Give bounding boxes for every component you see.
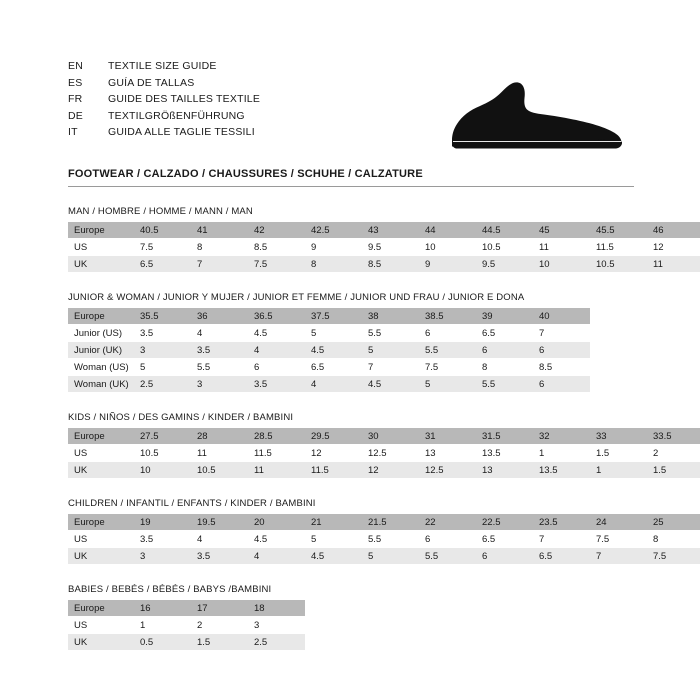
- size-cell: 9: [419, 256, 476, 273]
- size-cell: 6: [476, 342, 533, 359]
- table-header-size: 21.5: [362, 514, 419, 531]
- size-cell: 5: [305, 531, 362, 548]
- table-row: [68, 445, 700, 462]
- language-title: GUÍA DE TALLAS: [108, 76, 195, 89]
- document-header: [68, 60, 634, 152]
- table-header-size: 17: [191, 600, 248, 617]
- size-group: [68, 412, 672, 479]
- size-cell: 7: [533, 325, 590, 342]
- size-cell: 4: [248, 342, 305, 359]
- size-cell: 6.5: [476, 531, 533, 548]
- size-cell: 3: [134, 548, 191, 565]
- size-table: [68, 514, 700, 565]
- size-cell: 13.5: [476, 445, 533, 462]
- size-table-body: [68, 600, 305, 651]
- size-cell: 5.5: [419, 342, 476, 359]
- table-header-size: 46: [647, 222, 700, 239]
- size-groups: [68, 206, 672, 651]
- table-header-size: 19: [134, 514, 191, 531]
- size-cell: 4: [191, 531, 248, 548]
- size-cell: 4.5: [362, 376, 419, 393]
- table-row: [68, 617, 305, 634]
- size-cell: 10: [419, 239, 476, 256]
- size-table-body: [68, 308, 590, 393]
- size-cell: 4: [191, 325, 248, 342]
- table-header-system: Europe: [68, 222, 134, 239]
- row-label: UK: [68, 548, 134, 565]
- table-header-size: 39: [476, 308, 533, 325]
- size-cell: 3.5: [134, 325, 191, 342]
- size-group: [68, 498, 667, 565]
- size-cell: 13: [476, 462, 533, 479]
- row-label: Woman (UK): [68, 376, 134, 393]
- row-label: US: [68, 617, 134, 634]
- table-header-size: 22.5: [476, 514, 533, 531]
- table-row: [68, 239, 700, 256]
- footwear-section-title: FOOTWEAR / CALZADO / CHAUSSURES / SCHUHE / CALZATURE: [68, 168, 423, 180]
- table-header-row: [68, 222, 700, 239]
- table-header-size: 25: [647, 514, 700, 531]
- size-cell: 11: [248, 462, 305, 479]
- size-cell: 5: [305, 325, 362, 342]
- size-cell: 3.5: [191, 548, 248, 565]
- size-table: [68, 600, 305, 651]
- size-table-body: [68, 222, 700, 273]
- table-header-size: 31: [419, 428, 476, 445]
- size-cell: 12.5: [419, 462, 476, 479]
- table-header-size: 43: [362, 222, 419, 239]
- size-cell: 4.5: [248, 325, 305, 342]
- table-header-size: 19.5: [191, 514, 248, 531]
- language-row: [68, 60, 260, 77]
- size-cell: 2: [647, 445, 700, 462]
- size-cell: 7.5: [248, 256, 305, 273]
- table-header-size: 37.5: [305, 308, 362, 325]
- language-code: ES: [68, 76, 83, 89]
- size-cell: 7: [533, 531, 590, 548]
- table-header-size: 42.5: [305, 222, 362, 239]
- size-cell: 11.5: [305, 462, 362, 479]
- size-table-body: [68, 514, 700, 565]
- table-header-size: 21: [305, 514, 362, 531]
- table-row: [68, 548, 700, 565]
- size-cell: 10.5: [191, 462, 248, 479]
- row-label: Junior (UK): [68, 342, 134, 359]
- size-cell: 6.5: [134, 256, 191, 273]
- size-group-label: CHILDREN / INFANTIL / ENFANTS / KINDER / BAMBINI: [68, 498, 316, 509]
- table-header-size: 44: [419, 222, 476, 239]
- language-title-list: [68, 60, 260, 143]
- size-cell: 11.5: [248, 445, 305, 462]
- size-cell: 5.5: [191, 359, 248, 376]
- size-cell: 8.5: [362, 256, 419, 273]
- language-title: TEXTILGRÖßENFÜHRUNG: [108, 109, 245, 122]
- size-cell: 6: [419, 325, 476, 342]
- table-header-size: 41: [191, 222, 248, 239]
- size-group-label: BABIES / BEBÉS / BÉBÉS / BABYS /BAMBINI: [68, 584, 272, 595]
- table-header-size: 40.5: [134, 222, 191, 239]
- size-cell: 8.5: [533, 359, 590, 376]
- table-header-size: 40: [533, 308, 590, 325]
- size-cell: 10: [533, 256, 590, 273]
- table-header-size: 32: [533, 428, 590, 445]
- size-cell: 5.5: [362, 531, 419, 548]
- size-cell: 3: [248, 617, 305, 634]
- language-title: TEXTILE SIZE GUIDE: [108, 60, 217, 72]
- table-header-size: 20: [248, 514, 305, 531]
- table-header-size: 22: [419, 514, 476, 531]
- language-row: [68, 77, 260, 94]
- size-group-label: JUNIOR & WOMAN / JUNIOR Y MUJER / JUNIOR ET FEMME / JUNIOR UND FRAU / JUNIOR E DONA: [68, 292, 525, 303]
- size-cell: 5.5: [419, 548, 476, 565]
- size-cell: 10.5: [590, 256, 647, 273]
- table-header-row: [68, 514, 700, 531]
- size-cell: 8.5: [248, 239, 305, 256]
- size-cell: 6: [533, 376, 590, 393]
- table-header-size: 30: [362, 428, 419, 445]
- size-cell: 13.5: [533, 462, 590, 479]
- size-cell: 1.5: [647, 462, 700, 479]
- language-row: [68, 93, 260, 110]
- language-title: GUIDA ALLE TAGLIE TESSILI: [108, 126, 255, 138]
- size-cell: 4.5: [305, 342, 362, 359]
- table-header-size: 45.5: [590, 222, 647, 239]
- size-cell: 7: [362, 359, 419, 376]
- size-cell: 11: [647, 256, 700, 273]
- language-row: [68, 126, 260, 143]
- size-table: [68, 222, 700, 273]
- size-cell: 4: [248, 548, 305, 565]
- size-cell: 6: [533, 342, 590, 359]
- table-header-size: 35.5: [134, 308, 191, 325]
- size-cell: 8: [305, 256, 362, 273]
- size-group-label: MAN / HOMBRE / HOMME / MANN / MAN: [68, 206, 253, 217]
- size-group: [68, 292, 634, 393]
- table-row: [68, 634, 305, 651]
- table-header-size: 33.5: [647, 428, 700, 445]
- size-cell: 4: [305, 376, 362, 393]
- row-label: US: [68, 531, 134, 548]
- table-header-row: [68, 600, 305, 617]
- table-row: [68, 376, 590, 393]
- size-cell: 5: [362, 342, 419, 359]
- table-header-size: 23.5: [533, 514, 590, 531]
- size-cell: 6.5: [305, 359, 362, 376]
- size-cell: 1: [134, 617, 191, 634]
- table-header-size: 29.5: [305, 428, 362, 445]
- table-header-size: 45: [533, 222, 590, 239]
- language-code: EN: [68, 60, 83, 72]
- size-cell: 7.5: [590, 531, 647, 548]
- size-guide-page: [68, 60, 672, 651]
- row-label: UK: [68, 256, 134, 273]
- size-cell: 1: [533, 445, 590, 462]
- table-row: [68, 256, 700, 273]
- size-group: [68, 206, 664, 273]
- size-cell: 12: [305, 445, 362, 462]
- table-header-size: 28.5: [248, 428, 305, 445]
- size-cell: 8: [476, 359, 533, 376]
- table-header-system: Europe: [68, 428, 134, 445]
- size-cell: 4.5: [248, 531, 305, 548]
- size-cell: 5: [419, 376, 476, 393]
- size-cell: 11: [533, 239, 590, 256]
- size-cell: 9: [305, 239, 362, 256]
- table-header-size: 18: [248, 600, 305, 617]
- size-cell: 7: [191, 256, 248, 273]
- size-cell: 8: [647, 531, 700, 548]
- language-row: [68, 110, 260, 127]
- dress-shoe-icon: [444, 78, 634, 158]
- size-cell: 12: [362, 462, 419, 479]
- table-header-row: [68, 428, 700, 445]
- size-cell: 7.5: [647, 548, 700, 565]
- row-label: Junior (US): [68, 325, 134, 342]
- table-header-size: 38: [362, 308, 419, 325]
- size-table-body: [68, 428, 700, 479]
- size-cell: 2.5: [134, 376, 191, 393]
- language-code: DE: [68, 109, 83, 122]
- table-header-system: Europe: [68, 600, 134, 617]
- size-cell: 9.5: [476, 256, 533, 273]
- size-cell: 3.5: [191, 342, 248, 359]
- table-header-size: 44.5: [476, 222, 533, 239]
- size-cell: 1.5: [191, 634, 248, 651]
- size-group: [68, 584, 634, 651]
- size-cell: 10.5: [134, 445, 191, 462]
- size-cell: 6: [419, 531, 476, 548]
- table-row: [68, 359, 590, 376]
- table-header-row: [68, 308, 590, 325]
- table-header-system: Europe: [68, 308, 134, 325]
- size-table: [68, 308, 590, 393]
- table-header-size: 33: [590, 428, 647, 445]
- size-cell: 2: [191, 617, 248, 634]
- size-cell: 10.5: [476, 239, 533, 256]
- size-cell: 5: [134, 359, 191, 376]
- size-cell: 13: [419, 445, 476, 462]
- size-cell: 6.5: [476, 325, 533, 342]
- size-cell: 7.5: [419, 359, 476, 376]
- size-cell: 3.5: [134, 531, 191, 548]
- table-row: [68, 325, 590, 342]
- table-header-size: 36: [191, 308, 248, 325]
- size-cell: 5.5: [476, 376, 533, 393]
- table-header-size: 42: [248, 222, 305, 239]
- size-cell: 8: [191, 239, 248, 256]
- size-cell: 3: [134, 342, 191, 359]
- row-label: UK: [68, 634, 134, 651]
- table-header-size: 36.5: [248, 308, 305, 325]
- table-row: [68, 342, 590, 359]
- size-cell: 10: [134, 462, 191, 479]
- language-title: GUIDE DES TAILLES TEXTILE: [108, 93, 261, 105]
- size-cell: 5: [362, 548, 419, 565]
- size-cell: 3: [191, 376, 248, 393]
- size-cell: 2.5: [248, 634, 305, 651]
- size-cell: 7: [590, 548, 647, 565]
- size-cell: 7.5: [134, 239, 191, 256]
- row-label: US: [68, 239, 134, 256]
- language-code: FR: [68, 93, 83, 105]
- table-row: [68, 531, 700, 548]
- size-cell: 11.5: [590, 239, 647, 256]
- size-group-label: KIDS / NIÑOS / DES GAMINS / KINDER / BAMBINI: [68, 412, 294, 423]
- size-cell: 12: [647, 239, 700, 256]
- size-cell: 4.5: [305, 548, 362, 565]
- table-header-size: 31.5: [476, 428, 533, 445]
- header-divider: [68, 186, 634, 187]
- table-header-size: 38.5: [419, 308, 476, 325]
- row-label: UK: [68, 462, 134, 479]
- table-header-size: 27.5: [134, 428, 191, 445]
- table-row: [68, 462, 700, 479]
- table-header-system: Europe: [68, 514, 134, 531]
- size-cell: 12.5: [362, 445, 419, 462]
- size-cell: 1: [590, 462, 647, 479]
- table-header-size: 16: [134, 600, 191, 617]
- language-code: IT: [68, 126, 78, 138]
- size-cell: 5.5: [362, 325, 419, 342]
- table-header-size: 24: [590, 514, 647, 531]
- row-label: US: [68, 445, 134, 462]
- size-cell: 1.5: [590, 445, 647, 462]
- table-header-size: 28: [191, 428, 248, 445]
- size-cell: 6: [476, 548, 533, 565]
- size-cell: 6.5: [533, 548, 590, 565]
- size-table: [68, 428, 700, 479]
- size-cell: 9.5: [362, 239, 419, 256]
- size-cell: 11: [191, 445, 248, 462]
- size-cell: 3.5: [248, 376, 305, 393]
- size-cell: 6: [248, 359, 305, 376]
- row-label: Woman (US): [68, 359, 134, 376]
- size-cell: 0.5: [134, 634, 191, 651]
- language-title-list-body: [68, 60, 260, 143]
